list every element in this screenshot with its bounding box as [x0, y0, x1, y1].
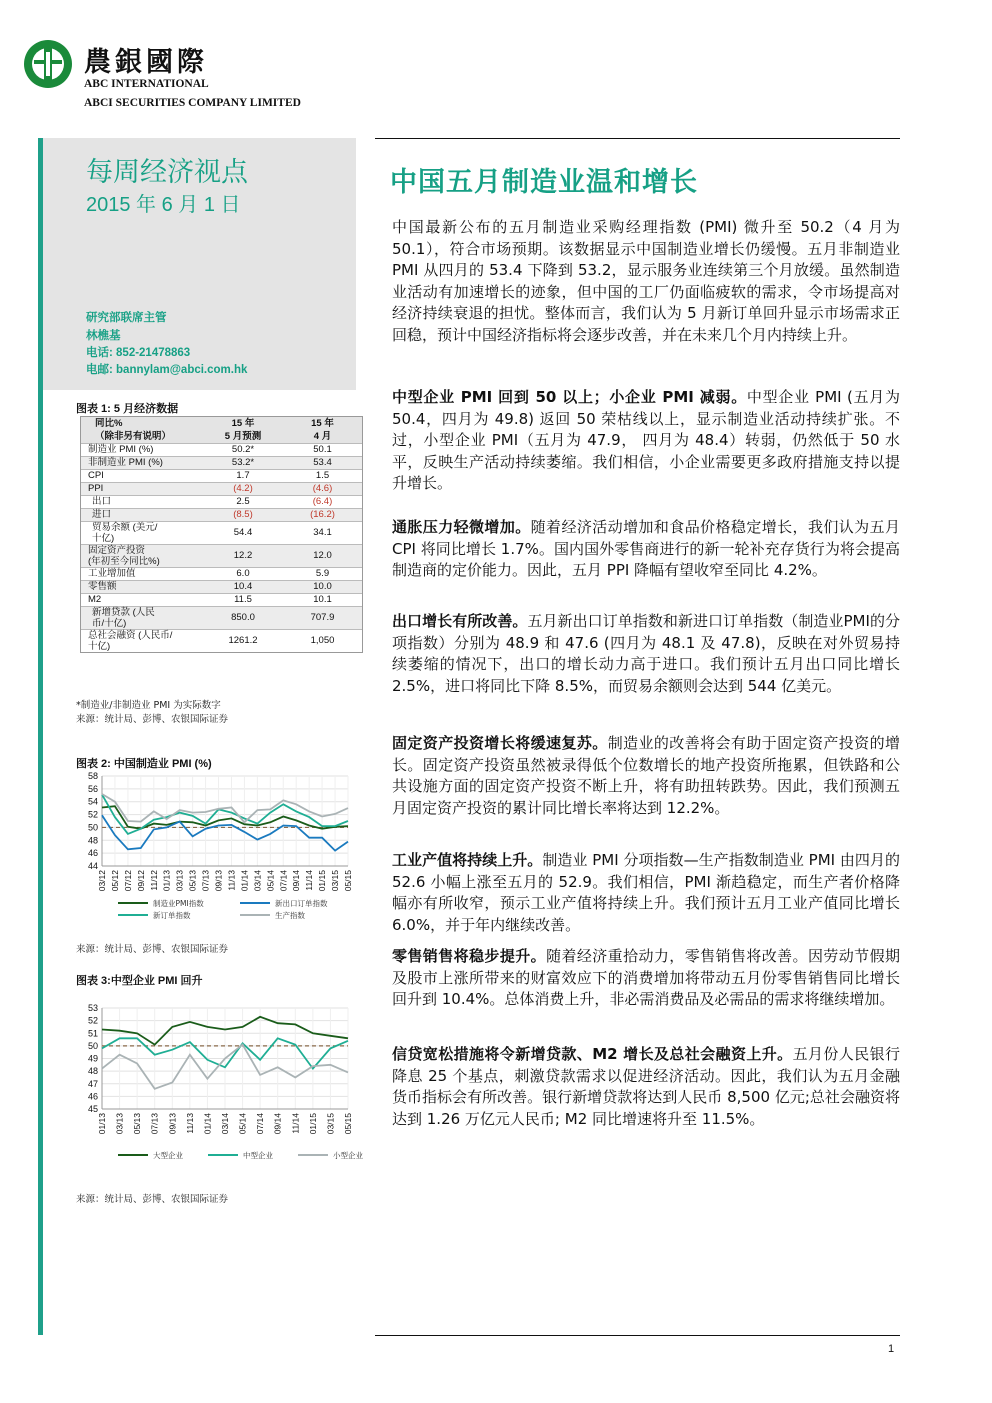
y-tick-label: 47: [87, 1078, 98, 1089]
x-tick-label: 11/13: [184, 1113, 195, 1134]
x-tick-label: 09/13: [167, 1113, 178, 1135]
header-cell: 15 年: [283, 417, 362, 430]
header-cell: 同比%: [81, 417, 203, 430]
header-cell: （除非另有说明）: [81, 430, 203, 443]
y-tick-label: 49: [87, 1053, 98, 1064]
x-tick-label: 03/14: [252, 870, 263, 892]
cell-forecast: 11.5: [203, 593, 283, 606]
cell-forecast: 12.2: [203, 544, 283, 567]
x-tick-label: 03/12: [97, 870, 107, 892]
contact-phone: 电话: 852-21478863: [86, 347, 191, 359]
table-row: [81, 482, 362, 495]
legend-label: 中型企业: [243, 1151, 273, 1160]
x-tick-label: 01/14: [239, 870, 250, 892]
table-row: [81, 495, 362, 508]
cell-forecast: 53.2*: [203, 456, 283, 469]
table-row: [81, 456, 362, 469]
cell-forecast: (8.5): [203, 508, 283, 521]
row-label: 非制造业 PMI (%): [81, 456, 203, 469]
cell-forecast: 50.2*: [203, 443, 283, 456]
y-tick-label: 46: [87, 1091, 98, 1102]
x-tick-label: 09/13: [213, 870, 224, 892]
table-row: [81, 567, 362, 580]
y-tick-label: 46: [87, 848, 98, 859]
cell-april: (16.2): [283, 508, 362, 521]
cell-forecast: 6.0: [203, 567, 283, 580]
cell-april: 10.1: [283, 593, 362, 606]
manufacturing-pmi-chart: [78, 770, 363, 938]
row-label: 出口: [81, 495, 203, 508]
x-tick-label: 03/13: [174, 870, 185, 892]
x-tick-label: 07/13: [149, 1113, 160, 1135]
contact-title: 研究部联席主管: [86, 312, 167, 324]
article-paragraph: 出口增长有所改善。五月新出口订单指数和新进口订单指数（制造业PMI的分项指数）分别为 48.9 和 47.6 (四月为 48.1 及 47.8)，反映在对外贸易持续萎缩的情况下，出口的增长动力高于进口。我们预计五月出口同比增长 2.5%，进口将同比下降 8.5%，而贸易余额则会达到 544 亿美元。: [392, 612, 900, 695]
x-tick-label: 09/14: [291, 870, 302, 892]
legend-label: 新订单指数: [153, 911, 191, 920]
article-paragraph: 通胀压力轻微增加。随着经济活动增加和食品价格稳定增长，我们认为五月 CPI 将同比增长 1.7%。国内国外零售商进行的新一轮补充存货行为将会提高制造商的定价能力。因此，五月 PPI 降幅有望收窄至同比 4.2%。: [392, 518, 900, 579]
cell-forecast: 2.5: [203, 495, 283, 508]
y-tick-label: 51: [87, 1028, 98, 1039]
x-tick-label: 05/15: [343, 870, 353, 892]
y-tick-label: 58: [87, 771, 98, 781]
x-tick-label: 09/12: [135, 870, 146, 892]
x-tick-label: 07/14: [278, 870, 289, 892]
y-tick-label: 52: [87, 1015, 98, 1026]
table-row: [81, 469, 362, 482]
cell-april: 5.9: [283, 567, 362, 580]
y-tick-label: 48: [87, 835, 98, 846]
y-tick-label: 50: [87, 822, 98, 833]
x-tick-label: 05/13: [187, 870, 198, 892]
enterprise-pmi-chart: [78, 1000, 363, 1170]
header-cell: 4 月: [283, 430, 362, 443]
row-label: 工业增加值: [81, 567, 203, 580]
cell-forecast: 850.0: [203, 606, 283, 629]
x-tick-label: 05/14: [265, 870, 276, 892]
chart3-title: 图表 3:中型企业 PMI 回升: [76, 975, 203, 987]
x-tick-label: 01/13: [97, 1113, 107, 1135]
x-tick-label: 09/14: [272, 1113, 283, 1135]
x-tick-label: 03/14: [220, 1113, 230, 1135]
legend-label: 制造业PMI指数: [153, 899, 204, 908]
x-tick-label: 03/13: [114, 1113, 125, 1135]
table-row: [81, 443, 362, 456]
contact-email[interactable]: 电邮: bannylam@abci.com.hk: [86, 364, 248, 376]
economic-data-table: [80, 416, 363, 653]
cell-forecast: 1.7: [203, 469, 283, 482]
header-cell: 5 月预测: [203, 430, 283, 443]
legend-label: 大型企业: [153, 1151, 183, 1160]
table-header-row: [81, 430, 362, 443]
x-tick-label: 07/12: [122, 870, 133, 892]
row-label: 进口: [81, 508, 203, 521]
row-label: 总社会融资 (人民币/ 十亿): [88, 629, 173, 652]
table1-note: *制造业/非制造业 PMI 为实际数字: [76, 700, 221, 711]
bottom-rule: [375, 1335, 900, 1336]
y-tick-label: 50: [87, 1040, 98, 1051]
row-label: 零售额: [81, 580, 203, 593]
table-row: [81, 629, 362, 652]
row-label: M2: [81, 593, 203, 606]
table-row: [81, 593, 362, 606]
page-number: 1: [888, 1343, 895, 1355]
x-tick-label: 05/12: [109, 870, 120, 892]
cell-forecast: 1261.2: [228, 635, 258, 646]
legend-label: 小型企业: [333, 1151, 363, 1160]
report-date: 2015 年 6 月 1 日: [86, 194, 241, 216]
chart3-source: 来源：统计局、彭博、农银国际证券: [76, 1194, 229, 1205]
cell-april: 10.0: [283, 580, 362, 593]
x-tick-label: 01/15: [307, 1113, 318, 1135]
table1-source: 来源：统计局、彭博、农银国际证券: [76, 714, 229, 725]
chart2-title: 图表 2: 中国制造业 PMI (%): [76, 758, 212, 770]
cell-april: (4.6): [283, 482, 362, 495]
y-tick-label: 52: [87, 809, 98, 820]
cell-april: 34.1: [283, 521, 362, 544]
x-tick-label: 01/14: [202, 1113, 213, 1135]
cell-april: 53.4: [283, 456, 362, 469]
top-rule: [375, 138, 900, 139]
cell-forecast: (4.2): [203, 482, 283, 495]
table-row: [81, 521, 362, 544]
y-tick-label: 48: [87, 1066, 98, 1077]
table-row: [81, 606, 362, 629]
legend-label: 新出口订单指数: [275, 899, 328, 908]
chart2-source: 来源：统计局、彭博、农银国际证券: [76, 944, 229, 955]
cell-april: 1,050: [310, 635, 335, 646]
row-label: 制造业 PMI (%): [81, 443, 203, 456]
y-tick-label: 53: [87, 1003, 98, 1013]
article-paragraph: 信贷宽松措施将令新增贷款、M2 增长及总社会融资上升。五月份人民银行降息 25 个基点，刺激贷款需求以促进经济活动。因此，我们认为五月金融货币指标会有所改善。银行新增贷款将达到人民币 8,500 亿元;总社会融资将达到 1.26 万亿元人民币; M2 同比增速将升至 11.5%。: [392, 1045, 900, 1128]
brand-name-en: ABC INTERNATIONAL: [84, 78, 209, 90]
table1-title: 图表 1: 5 月经济数据: [76, 403, 179, 415]
header-cell: 15 年: [203, 417, 283, 430]
article-paragraph: 工业产值将持续上升。制造业 PMI 分项指数—生产指数制造业 PMI 由四月的 52.6 小幅上涨至五月的 52.9。我们相信，PMI 渐趋稳定，而生产者价格降幅亦有所收窄，预示工业产值将持续上升。我们预计五月工业产值同比增长 6.0%，并于年内继续改善。: [392, 851, 900, 934]
x-tick-label: 11/12: [148, 870, 159, 891]
table-row: [81, 508, 362, 521]
article-paragraph: 固定资产投资增长将缓速复苏。制造业的改善将会有助于固定资产投资的增长。固定资产投资虽然被录得低个位数增长的地产投资所拖累，但铁路和公共设施方面的固定资产投资不断上升，将有助扭转跌势。因此，我们预测五月固定资产投资的累计同比增长率将达到 12.2%。: [392, 734, 900, 817]
table-row: [81, 544, 362, 567]
cell-april: 50.1: [283, 443, 362, 456]
x-tick-label: 01/15: [317, 870, 328, 892]
article-paragraph: 中国最新公布的五月制造业采购经理指数 (PMI) 微升至 50.2（4 月为 50.1），符合市场预期。该数据显示中国制造业增长仍缓慢。五月非制造业 PMI 从四月的 53.4 下降到 53.2，显示服务业连续第三个月放缓。虽然制造业活动有加速增长的迹象，但中国的工厂仍面临疲软的需求，令市场提高对经济持续衰退的担忧。整体而言，我们认为 5 月新订单回升显示市场需求正回稳，预计中国经济指标将会逐步改善，并在未来几个月内持续上升。: [392, 218, 900, 344]
x-tick-label: 05/14: [237, 1113, 248, 1135]
company-name-en: ABCI SECURITIES COMPANY LIMITED: [84, 97, 301, 109]
x-tick-label: 11/14: [304, 870, 315, 891]
x-tick-label: 03/15: [330, 870, 341, 892]
x-tick-label: 07/13: [200, 870, 211, 892]
x-tick-label: 07/14: [255, 1113, 266, 1135]
y-tick-label: 44: [87, 861, 98, 871]
table-header-row: [81, 417, 362, 430]
series-line: [102, 815, 348, 850]
cell-april: 707.9: [283, 606, 362, 629]
cell-april: 12.0: [283, 544, 362, 567]
article-title: 中国五月制造业温和增长: [390, 167, 698, 198]
x-tick-label: 05/15: [343, 1113, 353, 1135]
row-label: PPI: [81, 482, 203, 495]
x-tick-label: 03/15: [325, 1113, 336, 1135]
article-paragraph: 零售销售将稳步提升。随着经济重拾动力，零售销售将改善。因劳动节假期及股市上涨所带来的财富效应下的消费增加将带动五月份零售销售同比增长回升到 10.4%。总体消费上升，非必需消费品及必需品的需求将继续增加。: [392, 947, 900, 1008]
table-row: [81, 580, 362, 593]
row-label: CPI: [81, 469, 203, 482]
row-label: 贸易余额 (美元/ 十亿): [81, 521, 203, 544]
brand-name-cn: 農銀國際: [84, 47, 208, 78]
cell-forecast: 10.4: [203, 580, 283, 593]
row-label: 新增贷款 (人民 币/十亿): [81, 606, 203, 629]
cell-forecast: 54.4: [203, 521, 283, 544]
abc-logo-icon: [22, 38, 74, 90]
x-tick-label: 11/13: [226, 870, 237, 891]
y-tick-label: 56: [87, 783, 98, 794]
contact-name: 林樵基: [86, 330, 121, 342]
legend-label: 生产指数: [275, 911, 305, 920]
article-paragraph: 中型企业 PMI 回到 50 以上；小企业 PMI 减弱。中型企业 PMI (五月为 50.4，四月为 49.8) 返回 50 荣枯线以上，显示制造业活动持续扩张。不过，小型企业 PMI（五月为 47.9， 四月为 48.4）转弱，仍然低于 50 水平，反映生产活动持续萎缩。我们相信，小企业需要更多政府措施支持以提升增长。: [392, 388, 900, 492]
cell-april: 1.5: [283, 469, 362, 482]
x-tick-label: 05/13: [132, 1113, 143, 1135]
row-label: 固定资产投资 (年初至今同比%): [81, 544, 203, 567]
report-type: 每周经济视点: [86, 157, 248, 188]
x-tick-label: 01/13: [161, 870, 172, 892]
y-tick-label: 45: [87, 1104, 98, 1114]
x-tick-label: 11/14: [290, 1113, 301, 1134]
cell-april: (6.4): [283, 495, 362, 508]
y-tick-label: 54: [87, 796, 98, 807]
